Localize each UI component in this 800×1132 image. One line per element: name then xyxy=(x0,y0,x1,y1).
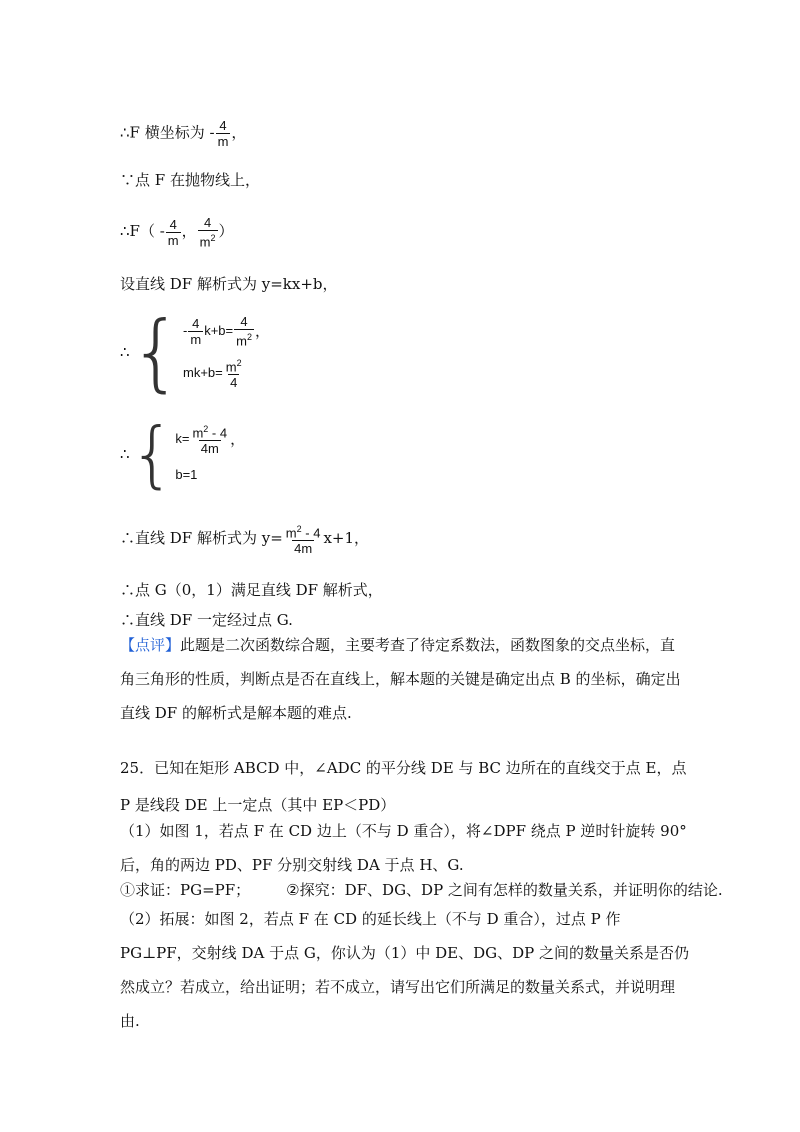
text: m xyxy=(225,359,237,375)
numerator: 4 xyxy=(219,118,227,133)
system-row xyxy=(175,418,245,460)
text: m xyxy=(285,525,297,541)
fraction xyxy=(216,118,231,149)
equation-system-2 xyxy=(120,412,246,496)
subitem-2: ②探究：DF、DG、DP 之间有怎样的数量关系，并证明你的结论. xyxy=(286,881,723,899)
numerator xyxy=(190,422,229,440)
text: ， xyxy=(254,322,270,340)
comment-paragraph xyxy=(120,628,690,730)
system-rows xyxy=(183,310,270,394)
system xyxy=(120,412,246,496)
denominator: m xyxy=(167,232,179,248)
subitem-1: ①求证：PG=PF； xyxy=(120,881,251,899)
denominator: m xyxy=(217,134,229,149)
equation-system-1 xyxy=(120,303,270,401)
numerator: 4 xyxy=(169,216,177,232)
fraction xyxy=(190,422,229,456)
fraction xyxy=(284,522,323,556)
line-f-on-parabola: ∵点 F 在抛物线上， xyxy=(120,171,260,189)
system-row xyxy=(183,310,270,352)
fraction xyxy=(166,217,181,248)
line-df-setup: 设直线 DF 解析式为 y=kx+b， xyxy=(120,275,338,293)
comment-text: 此题是二次函数综合题，主要考查了待定系数法，函数图象的交点坐标，直角三角形的性质，判断点是否在直线上，解本题的关键是确定出点 B 的坐标，确定出直线 DF 的解析式是解本题的难点. xyxy=(120,636,681,722)
numerator: 4 xyxy=(192,315,200,331)
system xyxy=(120,303,270,401)
text: ∴F（ - xyxy=(120,222,165,241)
exponent: 2 xyxy=(296,524,302,534)
text: x+1， xyxy=(323,529,370,548)
text: - 4 xyxy=(208,425,228,441)
text: k+b= xyxy=(204,323,234,338)
denominator xyxy=(234,329,254,348)
line-f-coordinates xyxy=(120,215,234,249)
question-25-part-2: （2）拓展：如图 2，若点 F 在 CD 的延长线上（不与 D 重合），过点 P 作 PG⊥PF，交射线 DA 于点 G，你认为（1）中 DE、DG、DP 之间的数量关系是否仍然成立？若成立，给出证明；若不成立，请写出它们所满足的数量关系式，并说明理由. xyxy=(120,910,690,1030)
line-f-x-coordinate xyxy=(120,118,246,149)
text: ∴F 横坐标为 - xyxy=(120,123,215,142)
numerator: 4 xyxy=(240,313,248,329)
text: ， xyxy=(230,430,246,448)
text: - 4 xyxy=(301,525,321,541)
brace: { xyxy=(129,303,183,401)
denominator xyxy=(198,230,218,249)
therefore-symbol: ∴ xyxy=(120,445,130,463)
fraction xyxy=(224,356,244,390)
denominator: 4 xyxy=(230,375,238,391)
exponent: 2 xyxy=(246,331,252,342)
therefore-symbol: ∴ xyxy=(120,343,130,361)
fraction xyxy=(234,314,254,348)
numerator xyxy=(284,522,323,540)
text: m xyxy=(199,234,211,250)
line-df-result xyxy=(120,522,369,556)
denominator: 4m xyxy=(200,441,219,457)
text: ∴直线 DF 解析式为 y= xyxy=(120,529,283,548)
text: m xyxy=(236,333,247,349)
exponent: 2 xyxy=(236,357,242,368)
text: m xyxy=(192,425,204,441)
line-g-satisfies: ∴点 G（0，1）满足直线 DF 解析式， xyxy=(120,581,383,599)
fraction xyxy=(198,215,218,249)
system-rows xyxy=(175,418,245,490)
exponent: 2 xyxy=(203,423,209,434)
comment-tag: 【点评】 xyxy=(120,636,181,654)
question-25-part-1: （1）如图 1，若点 F 在 CD 边上（不与 D 重合），将∠DPF 绕点 P 逆时针旋转 90°后，角的两边 PD、PF 分别交射线 DA 于点 H、G. xyxy=(120,822,687,874)
question-25-stem: 25．已知在矩形 ABCD 中，∠ADC 的平分线 DE 与 BC 边所在的直线交于点 E，点 P 是线段 DE 上一定点（其中 EP＜PD） xyxy=(120,759,687,814)
denominator: 4m xyxy=(294,541,313,557)
system-row xyxy=(183,352,270,394)
text: ） xyxy=(218,222,234,241)
numerator: 4 xyxy=(203,215,212,230)
system-row: b=1 xyxy=(175,467,198,482)
numerator xyxy=(224,356,244,374)
text: ， xyxy=(181,222,197,241)
line-df-passes-g: ∴直线 DF 一定经过点 G. xyxy=(120,611,293,629)
brace: { xyxy=(129,412,176,496)
fraction xyxy=(188,316,203,347)
exponent: 2 xyxy=(210,233,216,243)
text: ， xyxy=(231,123,247,142)
denominator: m xyxy=(190,331,202,347)
text: - xyxy=(183,323,188,338)
text: k= xyxy=(175,431,190,446)
text: mk+b= xyxy=(183,365,223,380)
question-25-part-1-subitems xyxy=(120,880,723,900)
